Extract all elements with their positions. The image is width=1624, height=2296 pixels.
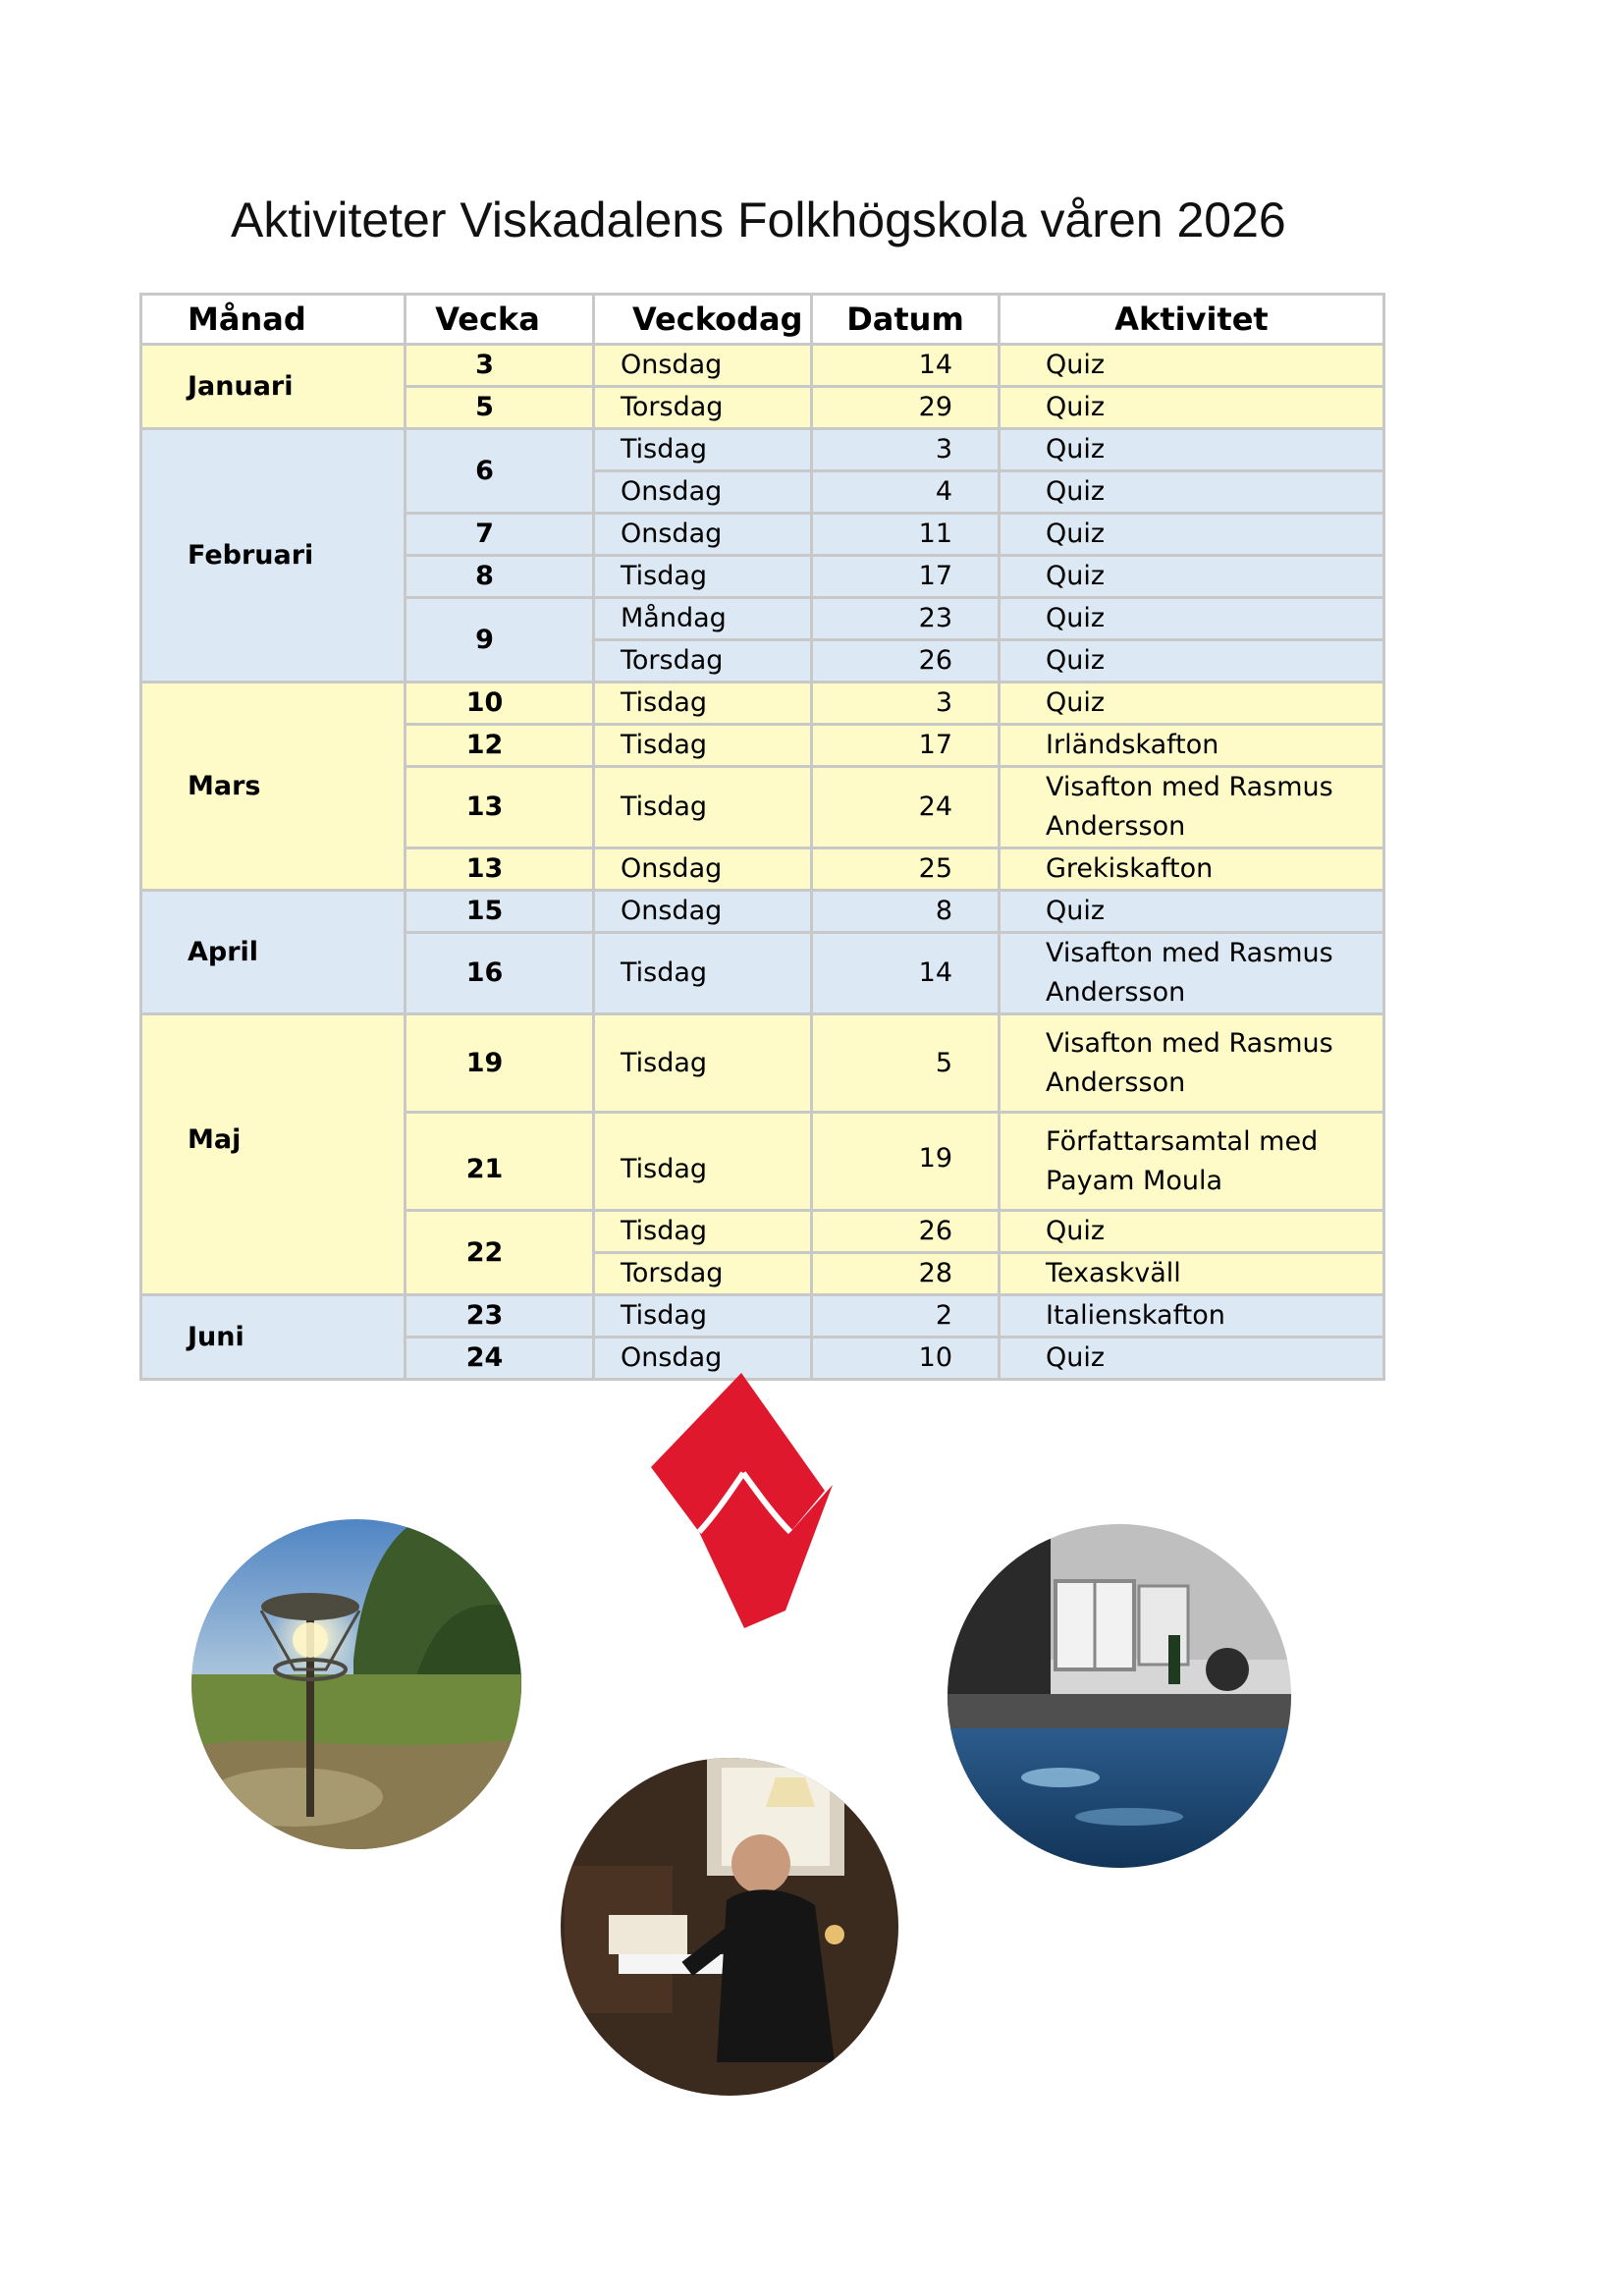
table-row: [141, 891, 1384, 933]
table-row: [141, 429, 1384, 471]
weekday-cell: Torsdag: [594, 387, 812, 429]
date-cell: 14: [812, 933, 1000, 1014]
date-cell: 23: [812, 598, 1000, 640]
weekday-cell: Tisdag: [594, 683, 812, 725]
week-cell: 15: [406, 891, 594, 933]
date-cell: 8: [812, 891, 1000, 933]
weekday-cell: Torsdag: [594, 1253, 812, 1295]
table-row: [141, 1014, 1384, 1113]
date-cell: 26: [812, 640, 1000, 683]
weekday-cell: Tisdag: [594, 1295, 812, 1338]
activity-cell: Texaskväll: [1000, 1253, 1384, 1295]
weekday-cell: Tisdag: [594, 1113, 812, 1211]
activity-cell: Quiz: [1000, 345, 1384, 387]
month-cell: Maj: [141, 1014, 406, 1295]
page-title: Aktiviteter Viskadalens Folkhögskola våren 2026: [231, 192, 1286, 247]
week-cell: 24: [406, 1338, 594, 1380]
date-cell: 4: [812, 471, 1000, 514]
header-week: Vecka: [406, 295, 594, 345]
activity-cell: Visafton med Rasmus Andersson: [1000, 933, 1384, 1014]
weekday-cell: Onsdag: [594, 891, 812, 933]
activity-cell: Grekiskafton: [1000, 848, 1384, 891]
activity-cell: Italienskafton: [1000, 1295, 1384, 1338]
activity-cell: Quiz: [1000, 1338, 1384, 1380]
week-cell: 3: [406, 345, 594, 387]
activity-schedule-table: [139, 293, 1385, 1381]
activity-cell: Quiz: [1000, 514, 1384, 556]
date-cell: 26: [812, 1211, 1000, 1253]
date-cell: 29: [812, 387, 1000, 429]
month-cell: April: [141, 891, 406, 1014]
school-logo: [651, 1373, 833, 1628]
date-cell: 10: [812, 1338, 1000, 1380]
weekday-cell: Tisdag: [594, 1211, 812, 1253]
activity-cell: Quiz: [1000, 640, 1384, 683]
weekday-cell: Torsdag: [594, 640, 812, 683]
week-cell: 23: [406, 1295, 594, 1338]
date-cell: 28: [812, 1253, 1000, 1295]
month-cell: Februari: [141, 429, 406, 683]
date-cell: 3: [812, 683, 1000, 725]
month-cell: Januari: [141, 345, 406, 429]
table-header-row: [141, 295, 1384, 345]
date-cell: 2: [812, 1295, 1000, 1338]
weekday-cell: Onsdag: [594, 345, 812, 387]
activity-cell: Quiz: [1000, 556, 1384, 598]
week-cell: 13: [406, 767, 594, 848]
week-cell: 21: [406, 1113, 594, 1211]
piano-player-photo: [560, 1758, 903, 2102]
activity-cell: Quiz: [1000, 387, 1384, 429]
date-cell: 14: [812, 345, 1000, 387]
month-cell: Juni: [141, 1295, 406, 1380]
header-date: Datum: [812, 295, 1000, 345]
weekday-cell: Tisdag: [594, 725, 812, 767]
week-cell: 9: [406, 598, 594, 683]
weekday-cell: Tisdag: [594, 429, 812, 471]
activity-cell: Quiz: [1000, 598, 1384, 640]
weekday-cell: Onsdag: [594, 514, 812, 556]
week-cell: 5: [406, 387, 594, 429]
indoor-pool-photo: [943, 1522, 1296, 1886]
activity-cell: Quiz: [1000, 683, 1384, 725]
header-month: Månad: [141, 295, 406, 345]
table-row: [141, 1295, 1384, 1338]
activity-cell: Författarsamtal med Payam Moula: [1000, 1113, 1384, 1211]
week-cell: 13: [406, 848, 594, 891]
header-activity: Aktivitet: [1000, 295, 1384, 345]
week-cell: 6: [406, 429, 594, 514]
table-row: [141, 683, 1384, 725]
week-cell: 7: [406, 514, 594, 556]
week-cell: 19: [406, 1014, 594, 1113]
weekday-cell: Onsdag: [594, 1338, 812, 1380]
date-cell: 5: [812, 1014, 1000, 1113]
date-cell: 25: [812, 848, 1000, 891]
table-row: [141, 345, 1384, 387]
activity-cell: Quiz: [1000, 891, 1384, 933]
activity-cell: Quiz: [1000, 429, 1384, 471]
week-cell: 16: [406, 933, 594, 1014]
weekday-cell: Tisdag: [594, 933, 812, 1014]
date-cell: 24: [812, 767, 1000, 848]
date-cell: 11: [812, 514, 1000, 556]
week-cell: 8: [406, 556, 594, 598]
weekday-cell: Tisdag: [594, 767, 812, 848]
activity-cell: Visafton med Rasmus Andersson: [1000, 767, 1384, 848]
weekday-cell: Onsdag: [594, 471, 812, 514]
weekday-cell: Onsdag: [594, 848, 812, 891]
week-cell: 12: [406, 725, 594, 767]
activity-cell: Quiz: [1000, 1211, 1384, 1253]
weekday-cell: Tisdag: [594, 1014, 812, 1113]
activity-cell: Visafton med Rasmus Andersson: [1000, 1014, 1384, 1113]
week-cell: 22: [406, 1211, 594, 1295]
week-cell: 10: [406, 683, 594, 725]
weekday-cell: Måndag: [594, 598, 812, 640]
disc-golf-basket-photo: [187, 1512, 530, 1856]
date-cell: 3: [812, 429, 1000, 471]
activity-cell: Quiz: [1000, 471, 1384, 514]
date-cell: 19: [812, 1113, 1000, 1211]
activity-cell: Irländskafton: [1000, 725, 1384, 767]
month-cell: Mars: [141, 683, 406, 891]
header-weekday: Veckodag: [594, 295, 812, 345]
date-cell: 17: [812, 556, 1000, 598]
date-cell: 17: [812, 725, 1000, 767]
weekday-cell: Tisdag: [594, 556, 812, 598]
